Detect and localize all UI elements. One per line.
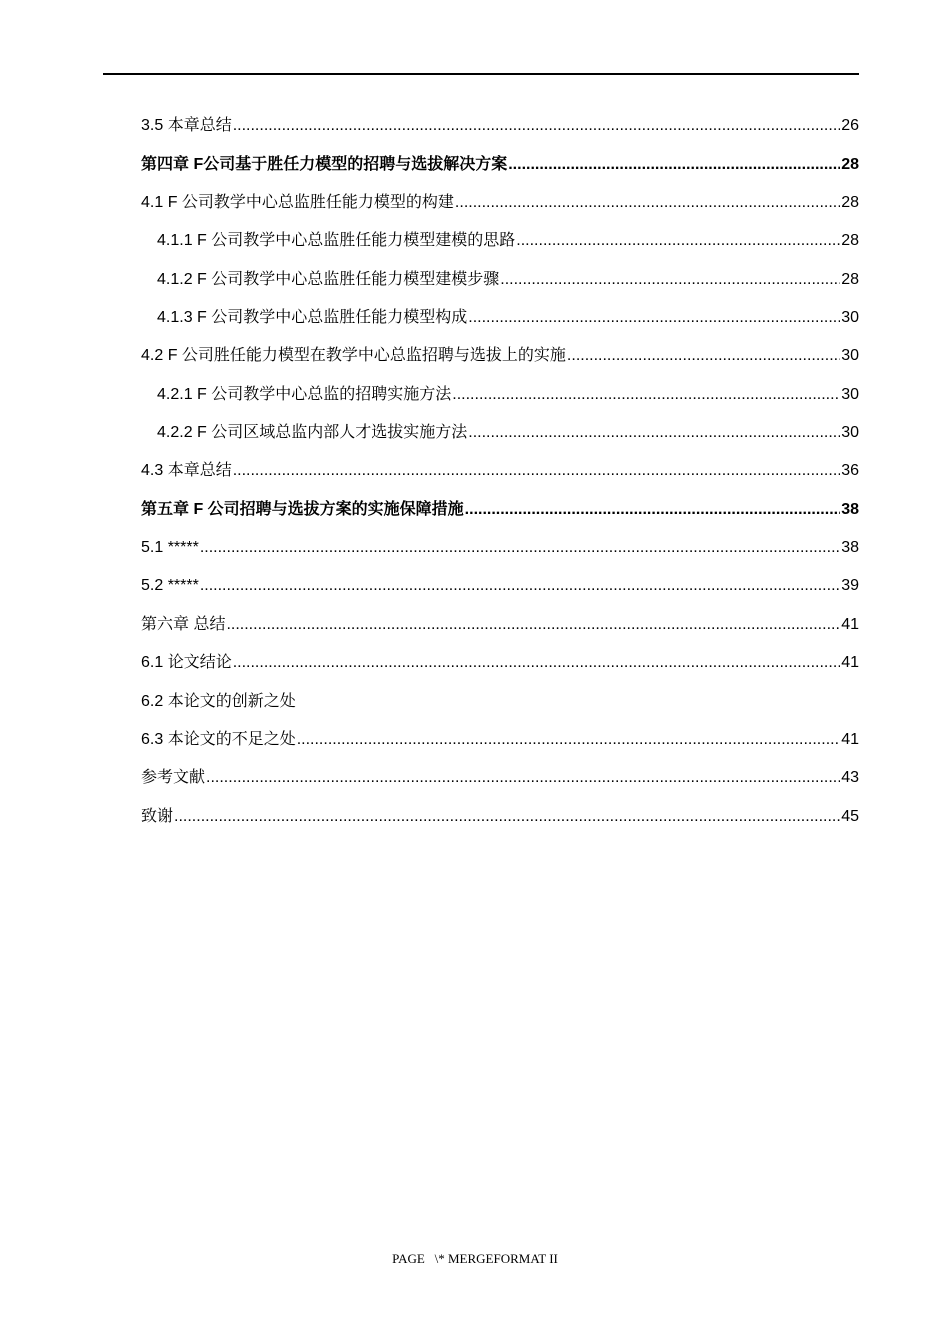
toc-entry[interactable] <box>141 405 859 443</box>
toc-entry-title: 4.1 F 公司教学中心总监胜任能力模型的构建 <box>141 194 454 212</box>
toc-entry-page: 36 <box>841 462 859 480</box>
toc-entry-page: 26 <box>841 117 859 135</box>
toc-entry-page: 28 <box>841 155 859 173</box>
toc-dot-leader <box>468 423 840 443</box>
toc-entry-page: 39 <box>841 577 859 595</box>
page-footer: PAGE \* MERGEFORMAT II <box>392 1251 558 1266</box>
toc-entry-title: 4.2.1 F 公司教学中心总监的招聘实施方法 <box>157 385 452 403</box>
toc-entry-page: 43 <box>841 769 859 787</box>
toc-dot-leader <box>500 270 840 290</box>
toc-entry[interactable] <box>141 635 859 673</box>
toc-entry-title: 第六章 总结 <box>141 615 226 633</box>
toc-entry-page: 30 <box>841 309 859 327</box>
toc-dot-leader <box>516 231 840 251</box>
toc-entry[interactable] <box>141 596 859 634</box>
toc-entry[interactable] <box>141 213 859 251</box>
toc-dot-leader <box>233 116 841 136</box>
toc-entry[interactable] <box>141 558 859 596</box>
toc-entry[interactable] <box>141 328 859 366</box>
toc-entry-page: 30 <box>841 347 859 365</box>
toc-entry-title: 4.3 本章总结 <box>141 462 232 480</box>
toc-entry-page: 28 <box>841 194 859 212</box>
toc-entry-page: 28 <box>841 232 859 250</box>
toc-entry-title: 5.2 ***** <box>141 577 199 595</box>
toc-dot-leader <box>233 461 841 481</box>
toc-entry[interactable] <box>141 481 859 519</box>
toc-dot-leader <box>465 500 841 520</box>
toc-dot-leader <box>233 653 841 673</box>
toc-entry-title: 致谢 <box>141 807 174 825</box>
toc-entry[interactable] <box>141 712 859 750</box>
toc-entry-title: 参考文献 <box>141 769 206 787</box>
toc-entry[interactable] <box>141 98 859 136</box>
toc-entry[interactable] <box>141 750 859 788</box>
toc-entry-title: 第五章 F 公司招聘与选拔方案的实施保障措施 <box>141 500 464 518</box>
toc-entry[interactable] <box>141 788 859 826</box>
toc-entry-page: 38 <box>841 539 859 557</box>
toc-entry-title: 4.1.3 F 公司教学中心总监胜任能力模型构成 <box>157 309 468 327</box>
toc-dot-leader <box>297 730 841 750</box>
toc-entry-page: 28 <box>841 270 859 288</box>
toc-entry[interactable] <box>141 366 859 404</box>
toc-entry-title: 4.2.2 F 公司区域总监内部人才选拔实施方法 <box>157 424 468 442</box>
toc-dot-leader <box>226 615 840 635</box>
toc-entry-page: 38 <box>841 500 859 518</box>
toc-dot-leader <box>200 538 840 558</box>
toc-entry[interactable] <box>141 443 859 481</box>
toc-entry-page: 30 <box>841 424 859 442</box>
toc-dot-leader <box>567 346 840 366</box>
toc-entry-title: 4.1.1 F 公司教学中心总监胜任能力模型建模的思路 <box>157 232 516 250</box>
toc-dot-leader <box>508 155 840 175</box>
header-rule <box>103 73 859 75</box>
toc-entry-page: 41 <box>841 654 859 672</box>
toc-dot-leader <box>455 193 840 213</box>
toc-entry[interactable] <box>141 136 859 174</box>
toc-entry-title: 3.5 本章总结 <box>141 117 232 135</box>
toc-entry[interactable] <box>141 673 859 711</box>
toc-entry-page: 41 <box>841 615 859 633</box>
toc-entry-title: 4.1.2 F 公司教学中心总监胜任能力模型建模步骤 <box>157 270 500 288</box>
toc-entry-page: 41 <box>841 730 859 748</box>
toc-entry-page: 45 <box>841 807 859 825</box>
toc-entry-title: 第四章 F公司基于胜任力模型的招聘与选拔解决方案 <box>141 155 508 173</box>
toc-entry-title: 5.1 ***** <box>141 539 199 557</box>
toc-entry-title: 6.3 本论文的不足之处 <box>141 730 296 748</box>
toc-dot-leader <box>174 807 840 827</box>
toc-entry[interactable] <box>141 175 859 213</box>
table-of-contents <box>141 98 859 827</box>
toc-dot-leader <box>468 308 840 328</box>
toc-dot-leader <box>200 576 840 596</box>
toc-dot-leader <box>206 768 840 788</box>
toc-dot-leader <box>452 385 840 405</box>
toc-entry[interactable] <box>141 290 859 328</box>
toc-entry[interactable] <box>141 520 859 558</box>
toc-entry-title: 6.2 本论文的创新之处 <box>141 692 296 710</box>
toc-entry-title: 6.1 论文结论 <box>141 654 232 672</box>
toc-entry-title: 4.2 F 公司胜任能力模型在教学中心总监招聘与选拔上的实施 <box>141 347 566 365</box>
toc-entry-page: 30 <box>841 385 859 403</box>
toc-entry[interactable] <box>141 251 859 289</box>
